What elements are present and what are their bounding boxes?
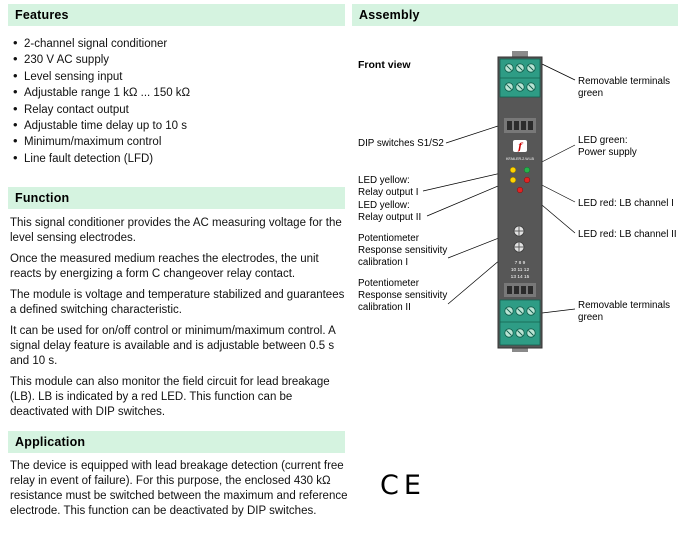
potentiometer-2 xyxy=(514,242,524,252)
terminal-numbers-row1: 7 8 9 xyxy=(514,261,526,266)
application-paragraph: The device is equipped with lead breakage detection (current free relay in event of failure). For this purpose, the enclosed 430 kΩ resistance must be switched between the maximum and reference electrode. This function can be deactivated by DIP switches. xyxy=(10,460,348,517)
feature-item: • 2-channel signal conditioner xyxy=(10,36,345,52)
callout-pot2-line2: Response sensitivity xyxy=(358,290,448,301)
feature-item: • Line fault detection (LFD) xyxy=(10,151,345,167)
feature-item: • Relay contact output xyxy=(10,102,345,118)
feature-item: • Minimum/maximum control xyxy=(10,134,345,150)
function-paragraph: This module can also monitor the field circuit for lead breakage (LB). LB is indicated by a red LED. This function can be deactivated with DIP switches. xyxy=(10,376,330,418)
led-red-lb1-icon xyxy=(524,177,530,183)
application-title: Application xyxy=(15,435,86,449)
function-header xyxy=(8,187,345,209)
feature-item: • 230 V AC supply xyxy=(10,52,345,68)
callout-led-red2: LED red: LB channel II xyxy=(578,229,677,240)
callout-led-green: LED green: xyxy=(578,135,628,146)
function-text xyxy=(10,216,348,426)
callout-terminals-bottom: Removable terminals xyxy=(578,300,671,311)
function-paragraph: This signal conditioner provides the AC measuring voltage for the level sensing electrodes. xyxy=(10,217,342,244)
application-text xyxy=(10,459,348,525)
callout-pot1: Potentiometer xyxy=(358,233,419,244)
callout-dip-switches: DIP switches S1/S2 xyxy=(358,138,444,149)
callout-pot1-line3: calibration I xyxy=(358,257,409,268)
function-paragraph: It can be used for on/off control or minimum/maximum control. A signal delay feature is available and is adjustable between 0.5 s and 10 s. xyxy=(10,325,336,367)
feature-item: • Adjustable range 1 kΩ ... 150 kΩ xyxy=(10,85,345,101)
callout-terminals-top: Removable terminals xyxy=(578,76,671,87)
device-type-label: KFA6-ER-2.W.LB xyxy=(506,157,534,161)
callout-terminals-top-line2: green xyxy=(578,88,604,99)
potentiometer-1 xyxy=(514,226,524,236)
callout-pot2-line3: calibration II xyxy=(358,302,411,313)
ce-mark: CE xyxy=(380,470,426,501)
callout-led-red1: LED red: LB channel I xyxy=(578,198,674,209)
features-list xyxy=(10,36,345,167)
terminal-numbers-row2: 10 11 12 xyxy=(510,268,530,273)
function-paragraph: The module is voltage and temperature stabilized and guarantees a defined switching characteristic. xyxy=(10,289,345,316)
svg-text:f: f xyxy=(518,142,522,153)
device-front-view xyxy=(498,51,542,352)
dip-switch-block-upper xyxy=(504,118,536,133)
application-header xyxy=(8,431,345,453)
led-yellow-relay2-icon xyxy=(510,177,516,183)
callout-pot2: Potentiometer xyxy=(358,278,419,289)
dip-switch-block-lower xyxy=(504,283,536,297)
removable-terminals-top xyxy=(500,59,540,97)
function-paragraph: Once the measured medium reaches the electrodes, the unit reacts by energizing a form C changeover relay contact. xyxy=(10,253,319,280)
front-view-label: Front view xyxy=(358,59,411,71)
callout-led-yellow2: LED yellow: xyxy=(358,200,410,211)
callout-led-yellow2-line2: Relay output II xyxy=(358,212,422,223)
removable-terminals-bottom xyxy=(500,300,540,345)
terminal-numbers-row3: 13 14 15 xyxy=(510,275,530,280)
assembly-title: Assembly xyxy=(359,8,420,22)
callout-led-green-line2: Power supply xyxy=(578,147,637,158)
feature-item: • Level sensing input xyxy=(10,69,345,85)
features-title: Features xyxy=(15,8,69,22)
callout-led-yellow1-line2: Relay output I xyxy=(358,187,419,198)
led-green-power-icon xyxy=(524,167,530,173)
assembly-diagram xyxy=(352,48,685,378)
assembly-header xyxy=(352,4,678,26)
callout-terminals-bottom-line2: green xyxy=(578,312,604,323)
feature-item: • Adjustable time delay up to 10 s xyxy=(10,118,345,134)
led-red-lb2-icon xyxy=(517,187,523,193)
function-title: Function xyxy=(15,191,70,205)
led-yellow-relay1-icon xyxy=(510,167,516,173)
callout-led-yellow1: LED yellow: xyxy=(358,175,410,186)
pepperl-fuchs-logo-icon xyxy=(513,140,527,153)
features-header xyxy=(8,4,345,26)
callout-pot1-line2: Response sensitivity xyxy=(358,245,448,256)
